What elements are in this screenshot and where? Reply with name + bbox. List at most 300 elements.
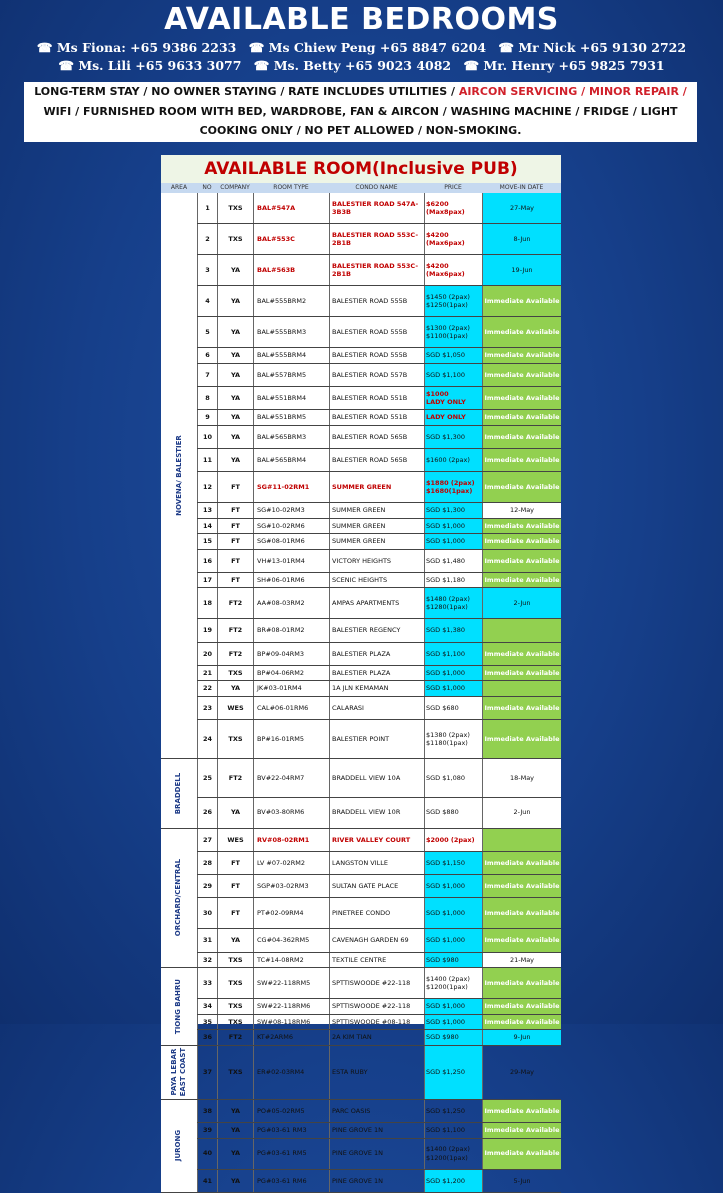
table-row[interactable] — [161, 929, 561, 952]
table-row[interactable] — [161, 426, 561, 449]
condo-name: BALESTIER ROAD 553C- 2B1B — [332, 261, 419, 278]
price: SGD $1,050 — [426, 351, 465, 360]
company-cell — [217, 666, 253, 681]
move-in-date: Immediate Available — [484, 978, 560, 987]
move-in-date-cell — [482, 472, 561, 502]
header-price: PRICE — [444, 184, 462, 191]
table-row[interactable] — [161, 681, 561, 697]
room-type-cell — [253, 193, 329, 223]
condo-name-cell — [329, 193, 424, 223]
area-label-cell — [161, 759, 197, 829]
room-number-cell — [197, 387, 217, 409]
room-table — [161, 155, 561, 1185]
move-in-date-cell — [482, 348, 561, 363]
move-in-date-cell — [482, 426, 561, 448]
move-in-date-cell — [482, 666, 561, 681]
condo-name-cell — [329, 534, 424, 549]
price: $4200 (Max6pax) — [426, 230, 465, 247]
move-in-date: Immediate Available — [484, 482, 560, 491]
move-in-date: 19-Jun — [511, 265, 533, 274]
table-row[interactable] — [161, 619, 561, 642]
company: WES — [227, 703, 244, 712]
room-type-cell — [253, 317, 329, 347]
room-type-cell — [253, 410, 329, 425]
table-row[interactable] — [161, 519, 561, 535]
price: SGD $1,150 — [426, 858, 465, 867]
room-type-cell — [253, 759, 329, 797]
room-number-cell — [197, 681, 217, 696]
price: SGD $1,250 — [426, 1106, 465, 1115]
room-type: PG#03-61 RM6 — [257, 1176, 307, 1185]
condo-name-cell — [329, 1046, 424, 1099]
table-row[interactable] — [161, 224, 561, 255]
price: $1000 LADY ONLY — [426, 389, 466, 406]
move-in-date: 8-Jun — [513, 234, 531, 243]
room-type: ER#02-03RM4 — [257, 1068, 305, 1077]
table-title: AVAILABLE ROOM(Inclusive PUB) — [161, 155, 561, 183]
table-row[interactable] — [161, 387, 561, 410]
room-type: RV#08-02RM1 — [257, 835, 310, 844]
move-in-date-cell — [482, 410, 561, 425]
company-cell — [217, 1030, 253, 1045]
table-row[interactable] — [161, 193, 561, 224]
condo-name: BALESTIER POINT — [332, 734, 390, 743]
table-row[interactable] — [161, 503, 561, 519]
condo-name-cell — [329, 573, 424, 588]
room-number: 16 — [202, 556, 213, 565]
condo-name-cell — [329, 643, 424, 665]
header-area: AREA — [170, 184, 188, 191]
condo-name-cell — [329, 1015, 424, 1030]
room-type-cell — [253, 929, 329, 951]
condo-name-cell — [329, 472, 424, 502]
room-type-cell — [253, 953, 329, 968]
room-number-cell — [197, 193, 217, 223]
company-cell — [217, 720, 253, 758]
company-cell — [217, 829, 253, 851]
company: TXS — [228, 734, 243, 743]
table-row[interactable] — [161, 1030, 561, 1046]
move-in-date: Immediate Available — [484, 521, 560, 530]
condo-name-cell — [329, 759, 424, 797]
company: FT2 — [228, 773, 243, 782]
company: FT2 — [228, 1033, 243, 1042]
price-cell — [424, 875, 482, 897]
room-number-cell — [197, 1015, 217, 1030]
condo-name-cell — [329, 387, 424, 409]
move-in-date: 29-May — [509, 1068, 535, 1077]
condo-name: BRADDELL VIEW 10R — [332, 808, 401, 817]
table-header — [161, 183, 561, 193]
condo-name-cell — [329, 798, 424, 828]
table-row[interactable] — [161, 255, 561, 286]
table-row[interactable] — [161, 720, 561, 759]
company: YA — [230, 936, 241, 945]
price-cell — [424, 1100, 482, 1122]
room-number: 4 — [205, 296, 210, 305]
company-cell — [217, 1139, 253, 1169]
table-row[interactable] — [161, 1046, 561, 1100]
condo-name: LANGSTON VILLE — [332, 858, 388, 867]
room-type-cell — [253, 681, 329, 696]
condo-name-cell — [329, 550, 424, 572]
move-in-date-cell — [482, 681, 561, 696]
company: YA — [230, 808, 241, 817]
condo-name: ESTA RUBY — [332, 1068, 368, 1077]
condo-name: SUMMER GREEN — [332, 521, 386, 530]
room-number: 19 — [202, 626, 213, 635]
area-label: JURONG — [174, 1130, 183, 1162]
price-cell — [424, 472, 482, 502]
table-row[interactable] — [161, 364, 561, 387]
room-number: 1 — [205, 203, 210, 212]
room-type-cell — [253, 387, 329, 409]
price-cell — [424, 550, 482, 572]
price-cell — [424, 1030, 482, 1045]
room-type: BAL#563B — [257, 265, 296, 274]
room-type-cell — [253, 550, 329, 572]
company-cell — [217, 317, 253, 347]
room-type-cell — [253, 286, 329, 316]
room-type: SW#22-118RM5 — [257, 978, 311, 987]
contact-henry[interactable]: ☎ Mr. Henry +65 9825 7931 — [463, 58, 665, 73]
room-number-cell — [197, 588, 217, 618]
header-move-in-date: MOVE-IN DATE — [499, 184, 544, 191]
table-row[interactable] — [161, 348, 561, 364]
contact-fiona[interactable]: ☎ Ms Fiona: +65 9386 2233 — [36, 40, 237, 55]
company-cell — [217, 472, 253, 502]
company: FT — [231, 537, 240, 546]
company: YA — [230, 684, 241, 693]
price-cell — [424, 697, 482, 719]
room-type: PG#03-61 RM3 — [257, 1126, 307, 1135]
price-cell — [424, 387, 482, 409]
move-in-date: Immediate Available — [484, 556, 560, 565]
room-type: LV #07-02RM2 — [257, 858, 306, 867]
condo-name: SULTAN GATE PLACE — [332, 882, 399, 891]
condo-name: 1A JLN KEMAMAN — [332, 684, 389, 693]
contact-line-2 — [0, 58, 723, 73]
room-type-cell — [253, 720, 329, 758]
condo-name-cell — [329, 852, 424, 874]
room-type: BAL#565BRM3 — [257, 432, 307, 441]
move-in-date: Immediate Available — [484, 1126, 560, 1135]
header-no: NO — [202, 184, 212, 191]
room-number-cell — [197, 666, 217, 681]
room-type: PO#05-02RM5 — [257, 1106, 305, 1115]
room-number: 38 — [202, 1106, 213, 1115]
table-row[interactable] — [161, 898, 561, 929]
move-in-date: 2-Jun — [513, 808, 531, 817]
condo-name: BALESTIER ROAD 555B — [332, 327, 408, 336]
price: $1380 (2pax) $1180(1pax) — [426, 730, 470, 747]
room-type: BP#09-04RM3 — [257, 649, 304, 658]
condo-name-cell — [329, 503, 424, 518]
price-cell — [424, 317, 482, 347]
move-in-date: 21-May — [509, 955, 535, 964]
move-in-date: Immediate Available — [484, 327, 560, 336]
table-row[interactable] — [161, 472, 561, 503]
room-type-cell — [253, 224, 329, 254]
table-row[interactable] — [161, 550, 561, 573]
room-number: 34 — [202, 1002, 213, 1011]
room-number-cell — [197, 798, 217, 828]
move-in-date: Immediate Available — [484, 703, 560, 712]
room-type-cell — [253, 1170, 329, 1192]
room-type: CAL#06-01RM6 — [257, 703, 309, 712]
price-cell — [424, 968, 482, 998]
condo-name: BALESTIER ROAD 557B — [332, 370, 408, 379]
company-cell — [217, 1046, 253, 1099]
move-in-date-cell — [482, 852, 561, 874]
table-row[interactable] — [161, 697, 561, 720]
price-cell — [424, 410, 482, 425]
room-number-cell — [197, 875, 217, 897]
room-number-cell — [197, 898, 217, 928]
table-row[interactable] — [161, 286, 561, 317]
company-cell — [217, 852, 253, 874]
room-type-cell — [253, 1139, 329, 1169]
condo-name: PINE GROVE 1N — [332, 1176, 384, 1185]
company: FT — [231, 858, 240, 867]
room-number: 11 — [202, 455, 213, 464]
move-in-date-cell — [482, 1139, 561, 1169]
price: SGD $1,100 — [426, 370, 465, 379]
contact-line-1 — [0, 40, 723, 55]
move-in-date: Immediate Available — [484, 1002, 560, 1011]
room-type: AA#08-03RM2 — [257, 599, 305, 608]
table-row[interactable] — [161, 875, 561, 898]
company-cell — [217, 697, 253, 719]
company-cell — [217, 1100, 253, 1122]
company-cell — [217, 953, 253, 968]
condo-name-cell — [329, 720, 424, 758]
company: YA — [230, 265, 241, 274]
room-type-cell — [253, 1030, 329, 1045]
contact-nick[interactable]: ☎ Mr Nick +65 9130 2722 — [498, 40, 687, 55]
move-in-date: Immediate Available — [484, 537, 560, 546]
price: SGD $1,100 — [426, 1126, 465, 1135]
company: TXS — [228, 1068, 243, 1077]
room-type: TC#14-08RM2 — [257, 955, 304, 964]
move-in-date-cell — [482, 953, 561, 968]
room-type-cell — [253, 619, 329, 641]
condo-name: RIVER VALLEY COURT — [332, 835, 411, 844]
price: SGD $980 — [426, 1033, 459, 1042]
table-row[interactable] — [161, 643, 561, 666]
company-cell — [217, 588, 253, 618]
move-in-date-cell — [482, 286, 561, 316]
table-row[interactable] — [161, 573, 561, 589]
table-row[interactable] — [161, 852, 561, 875]
price: $1300 (2pax) $1100(1pax) — [426, 323, 470, 340]
table-row[interactable] — [161, 534, 561, 550]
table-row[interactable] — [161, 829, 561, 852]
table-row[interactable] — [161, 1015, 561, 1031]
company: TXS — [228, 978, 243, 987]
company-cell — [217, 410, 253, 425]
condo-name: 2A KIM TIAN — [332, 1033, 372, 1042]
condo-name: BALESTIER REGENCY — [332, 626, 401, 635]
company-cell — [217, 348, 253, 363]
company-cell — [217, 193, 253, 223]
condo-name: BALESTIER ROAD 553C- 2B1B — [332, 230, 419, 247]
room-number: 14 — [202, 521, 213, 530]
company-cell — [217, 426, 253, 448]
room-number: 23 — [202, 703, 213, 712]
move-in-date: Immediate Available — [484, 668, 560, 677]
room-number: 13 — [202, 506, 213, 515]
room-number-cell — [197, 1123, 217, 1138]
contact-lili[interactable]: ☎ Ms. Lili +65 9633 3077 — [58, 58, 242, 73]
room-type: BAL#551BRM4 — [257, 393, 307, 402]
price-cell — [424, 1139, 482, 1169]
move-in-date: Immediate Available — [484, 909, 560, 918]
table-row[interactable] — [161, 999, 561, 1015]
company: YA — [230, 370, 241, 379]
price: $1450 (2pax) $1250(1pax) — [426, 292, 470, 309]
table-row[interactable] — [161, 798, 561, 829]
room-type: BAL#557BRM5 — [257, 370, 307, 379]
price-cell — [424, 852, 482, 874]
table-row[interactable] — [161, 759, 561, 798]
company-cell — [217, 1015, 253, 1030]
condo-name: BALESTIER ROAD 551B — [332, 413, 408, 422]
price-cell — [424, 573, 482, 588]
room-number: 28 — [202, 858, 213, 867]
move-in-date: 5-Jun — [513, 1176, 531, 1185]
room-number-cell — [197, 255, 217, 285]
room-number: 24 — [202, 734, 213, 743]
room-type: BP#04-06RM2 — [257, 668, 304, 677]
room-number: 25 — [202, 773, 213, 782]
header-company: COMPANY — [220, 184, 250, 191]
room-number-cell — [197, 619, 217, 641]
table-row[interactable] — [161, 317, 561, 348]
table-row[interactable] — [161, 1100, 561, 1123]
condo-name: TEXTILE CENTRE — [332, 955, 387, 964]
price-cell — [424, 348, 482, 363]
contact-chiew-peng[interactable]: ☎ Ms Chiew Peng +65 8847 6204 — [248, 40, 487, 55]
room-type-cell — [253, 573, 329, 588]
room-type-cell — [253, 364, 329, 386]
table-row[interactable] — [161, 953, 561, 969]
page-title: AVAILABLE BEDROOMS — [164, 2, 559, 37]
room-type: BV#03-80RM6 — [257, 808, 305, 817]
price: SGD $1,000 — [426, 936, 465, 945]
company: YA — [230, 413, 241, 422]
company: FT — [231, 521, 240, 530]
room-number-cell — [197, 573, 217, 588]
room-type-cell — [253, 643, 329, 665]
company-cell — [217, 898, 253, 928]
move-in-date: Immediate Available — [484, 1106, 560, 1115]
price: LADY ONLY — [426, 413, 466, 422]
area-label: NOVENA/ BALESTIER — [174, 435, 183, 516]
room-number: 36 — [202, 1033, 213, 1042]
company-cell — [217, 798, 253, 828]
condo-name: PINE GROVE 1N — [332, 1126, 384, 1135]
company: TXS — [228, 203, 243, 212]
room-number: 32 — [202, 955, 213, 964]
price-cell — [424, 999, 482, 1014]
price: SGD $880 — [426, 808, 459, 817]
price: SGD $980 — [426, 955, 459, 964]
room-type: BV#22-04RM7 — [257, 773, 305, 782]
room-number-cell — [197, 426, 217, 448]
move-in-date: Immediate Available — [484, 432, 560, 441]
price: $1600 (2pax) — [426, 455, 470, 464]
contact-betty[interactable]: ☎ Ms. Betty +65 9023 4082 — [253, 58, 452, 73]
price: SGD $1,300 — [426, 506, 465, 515]
room-number: 12 — [202, 482, 213, 491]
price: SGD $1,000 — [426, 521, 465, 530]
price: SGD $1,000 — [426, 909, 465, 918]
price: $1400 (2pax) $1200(1pax) — [426, 1145, 470, 1162]
move-in-date-cell — [482, 449, 561, 471]
company-cell — [217, 573, 253, 588]
condo-name-cell — [329, 619, 424, 641]
price-cell — [424, 619, 482, 641]
move-in-date-cell — [482, 1170, 561, 1192]
price-cell — [424, 681, 482, 696]
room-number-cell — [197, 317, 217, 347]
room-number: 15 — [202, 537, 213, 546]
company-cell — [217, 619, 253, 641]
company-cell — [217, 364, 253, 386]
room-type-cell — [253, 968, 329, 998]
move-in-date-cell — [482, 387, 561, 409]
price: SGD $1,200 — [426, 1176, 465, 1185]
table-row[interactable] — [161, 1123, 561, 1139]
condo-name-cell — [329, 364, 424, 386]
room-number-cell — [197, 829, 217, 851]
table-row[interactable] — [161, 410, 561, 426]
company: FT2 — [228, 649, 243, 658]
table-row[interactable] — [161, 588, 561, 619]
room-number: 5 — [205, 327, 210, 336]
table-row[interactable] — [161, 449, 561, 472]
area-label-cell — [161, 968, 197, 1046]
price-cell — [424, 643, 482, 665]
move-in-date-cell — [482, 829, 561, 851]
move-in-date-cell — [482, 519, 561, 534]
company-cell — [217, 643, 253, 665]
room-number: 18 — [202, 599, 213, 608]
move-in-date: Immediate Available — [484, 734, 560, 743]
condo-name: SPTTISWOODE #22-118 — [332, 978, 411, 987]
price: SGD $1,180 — [426, 575, 465, 584]
move-in-date-cell — [482, 503, 561, 518]
move-in-date: Immediate Available — [484, 858, 560, 867]
move-in-date: Immediate Available — [484, 296, 560, 305]
price: SGD $1,000 — [426, 882, 465, 891]
price-cell — [424, 720, 482, 758]
room-type-cell — [253, 1046, 329, 1099]
table-row[interactable] — [161, 1170, 561, 1193]
company-cell — [217, 929, 253, 951]
condo-name-cell — [329, 519, 424, 534]
condo-name-cell — [329, 929, 424, 951]
table-row[interactable] — [161, 666, 561, 682]
table-row[interactable] — [161, 1139, 561, 1170]
room-number: 6 — [205, 351, 210, 360]
move-in-date: Immediate Available — [484, 351, 560, 360]
table-row[interactable] — [161, 968, 561, 999]
room-number-cell — [197, 968, 217, 998]
company-cell — [217, 1123, 253, 1138]
price: SGD $1,000 — [426, 537, 465, 546]
